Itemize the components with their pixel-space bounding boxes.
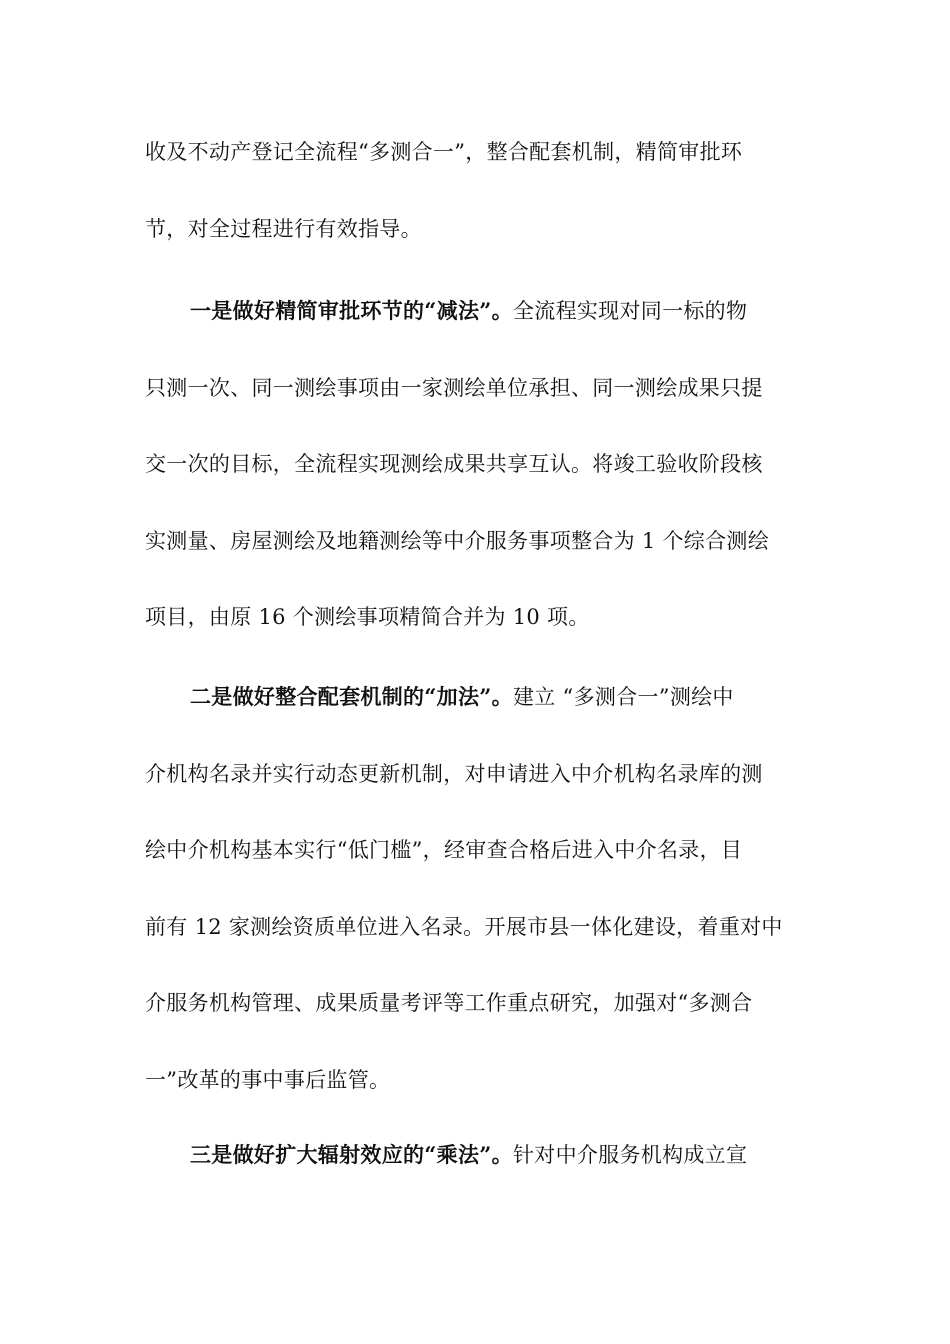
paragraph-heading: 一是做好精简审批环节的“减法”。 [190,298,513,323]
text-line: 交一次的目标，全流程实现测绘成果共享互认。将竣工验收阶段核 [145,452,763,476]
paragraph-first-line [145,273,805,350]
text-line: 一”改革的事中事后监管。 [145,1067,391,1092]
text-line: 前有 12 家测绘资质单位进入名录。开展市县一体化建设，着重对中 [145,914,783,939]
text-line: 只测一次、同一测绘事项由一家测绘单位承担、同一测绘成果只提 [145,375,763,400]
paragraph-heading: 二是做好整合配套机制的“加法”。 [190,684,513,709]
paragraph-first-line [145,659,805,736]
text-line: 节，对全过程进行有效指导。 [145,216,422,241]
paragraph-multiplication [145,1117,805,1194]
paragraph-first-line-text: 针对中介服务机构成立宣 [512,1143,748,1167]
paragraph-first-line [145,1117,805,1194]
text-line: 实测量、房屋测绘及地籍测绘等中介服务事项整合为 1 个综合测绘 [145,528,770,553]
text-line: 介服务机构管理、成果质量考评等工作重点研究，加强对“多测合 [145,991,753,1015]
paragraph-first-line-text: 全流程实现对同一标的物 [512,299,748,323]
text-line: 绘中介机构基本实行“低门槛”，经审查合格后进入中介名录，目 [145,838,743,862]
paragraph-addition [145,659,805,1118]
text-line: 项目，由原 16 个测绘事项精简合并为 10 项。 [145,605,590,629]
paragraph-heading: 三是做好扩大辐射效应的“乘法”。 [190,1142,513,1167]
paragraph-first-line-text: 建立 “多测合一”测绘中 [512,685,734,709]
paragraph-intro [145,114,805,267]
text-line: 介机构名录并实行动态更新机制，对申请进入中介机构名录库的测 [145,761,763,786]
text-line: 收及不动产登记全流程“多测合一”，整合配套机制，精简审批环 [145,140,743,164]
paragraph-subtraction [145,273,805,656]
